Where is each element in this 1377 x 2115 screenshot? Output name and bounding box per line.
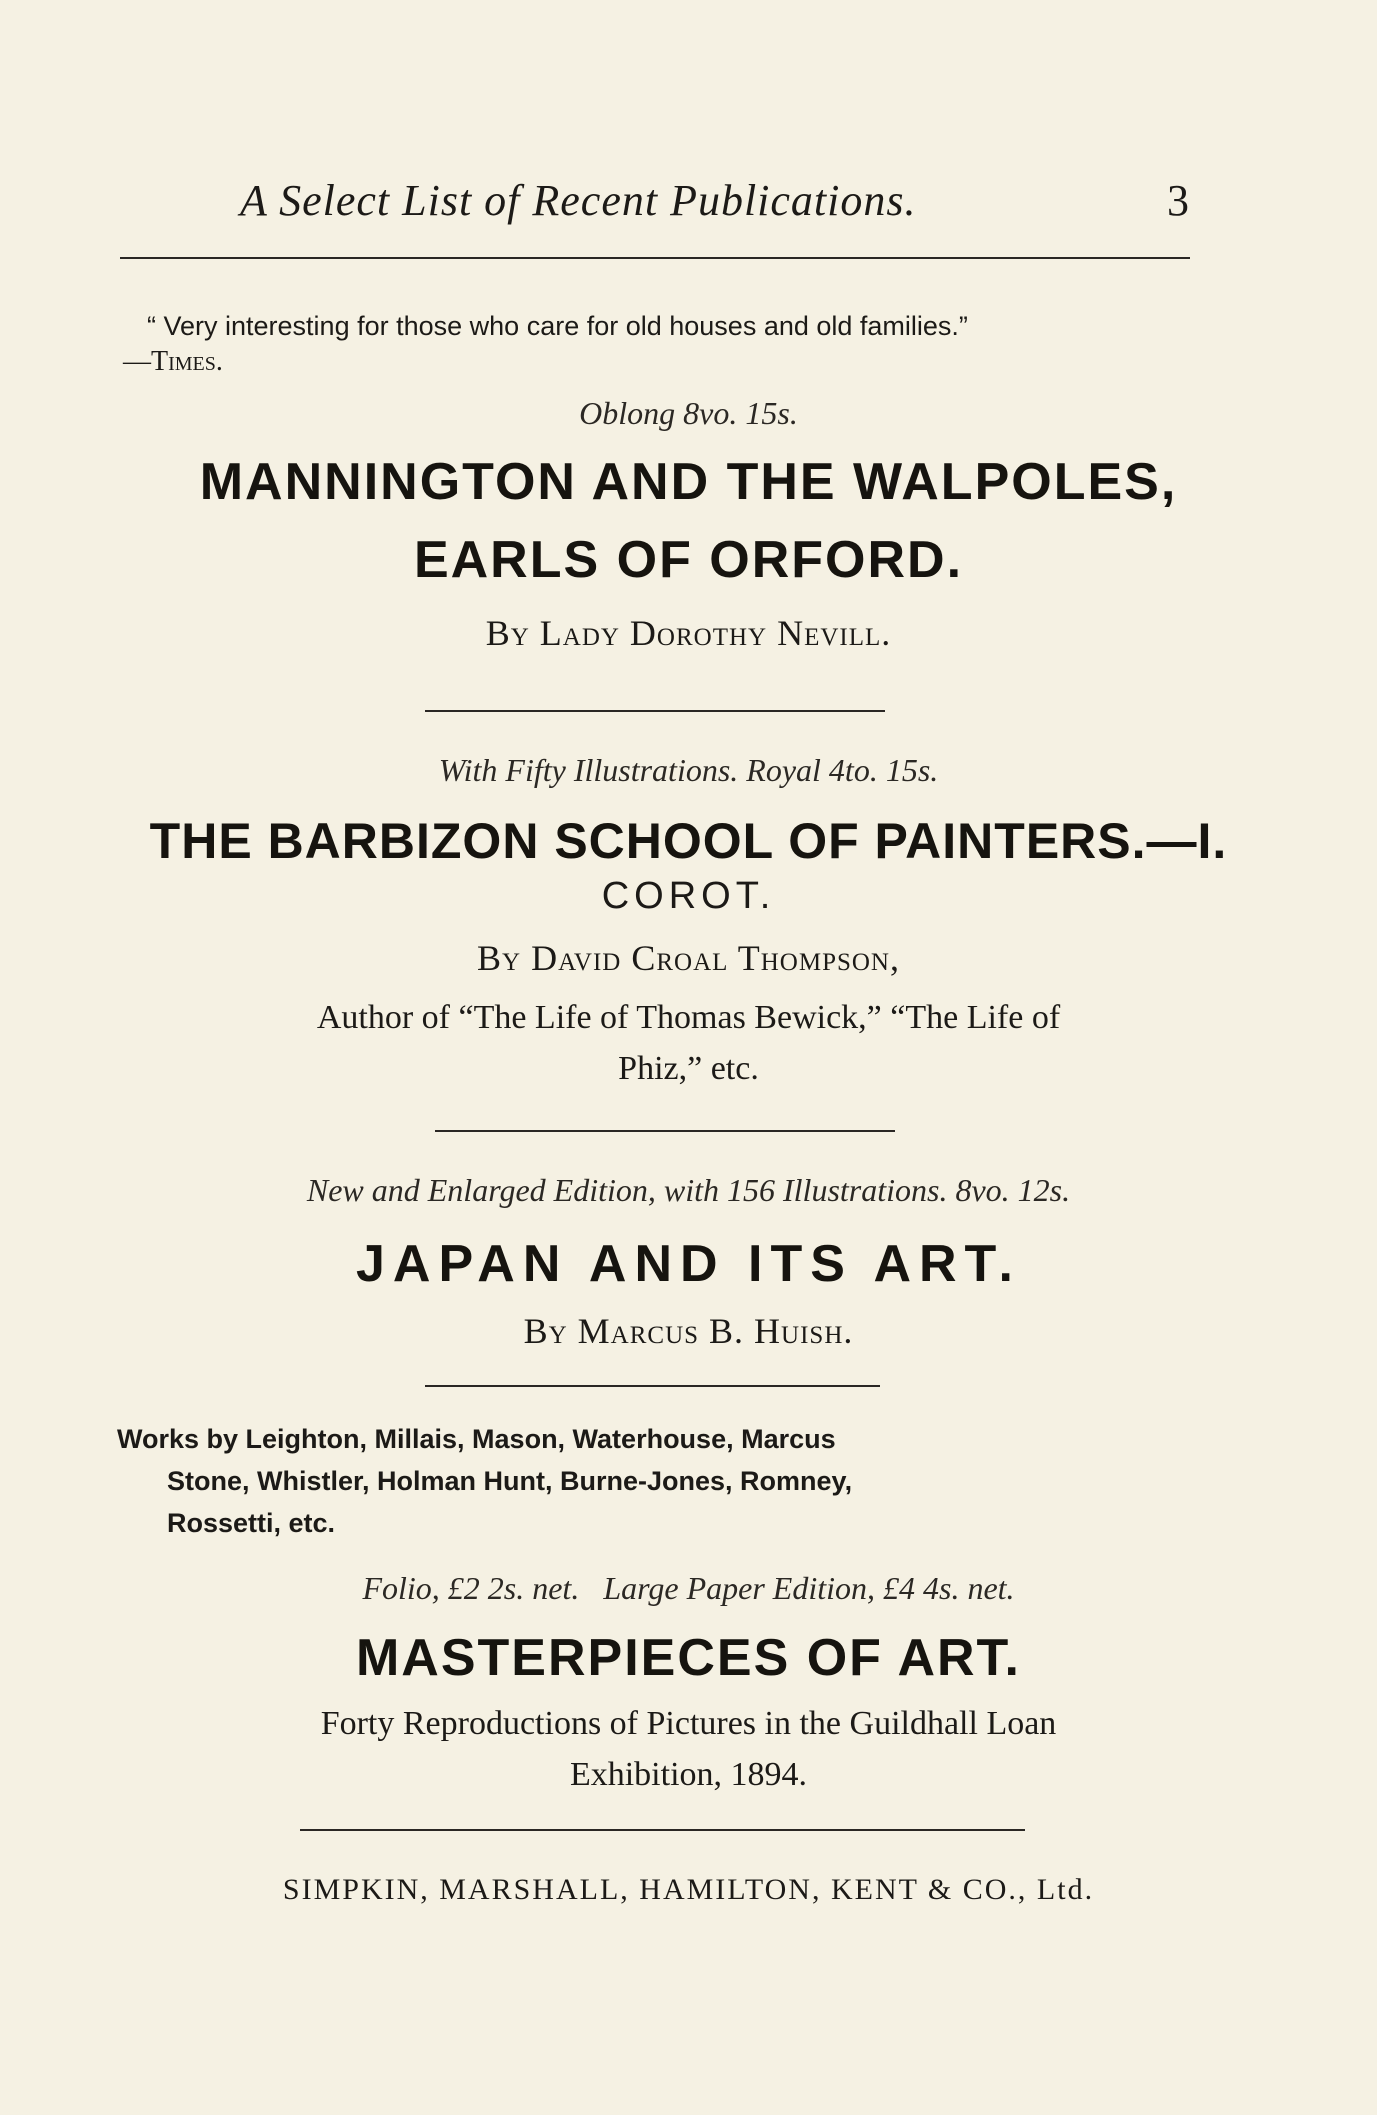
running-head-title: A Select List of Recent Publications.: [240, 176, 917, 225]
entry-4-title: MASTERPIECES OF ART.: [355, 1629, 1021, 1687]
running-head: [240, 175, 1190, 235]
works-line-1: Works by Leighton, Millais, Mason, Waterhouse, Marcus: [117, 1424, 836, 1454]
review-quote: [123, 308, 1203, 380]
entry-1-title-line-1: MANNINGTON AND THE WALPOLES,: [199, 453, 1178, 511]
publisher-imprint: SIMPKIN, MARSHALL, HAMILTON, KENT & CO., Ltd.: [282, 1873, 1095, 1906]
entry-2-subtitle: COROT.: [601, 875, 776, 917]
entry-1-title-line-2: EARLS OF ORFORD.: [413, 531, 964, 589]
divider-2: [435, 1130, 895, 1132]
entry-4-desc-line-1: Forty Reproductions of Pictures in the Guildhall Loan: [320, 1705, 1057, 1742]
entry-4-edition: Folio, £2 2s. net. Large Paper Edition, £4 4s. net.: [362, 1570, 1015, 1606]
entry-2-edition: With Fifty Illustrations. Royal 4to. 15s.: [438, 752, 939, 788]
divider-3: [425, 1385, 880, 1387]
works-line-3: Rossetti, etc.: [167, 1508, 336, 1538]
entry-4-works: [117, 1418, 1197, 1544]
divider-1: [425, 710, 885, 712]
divider-4: [300, 1829, 1025, 1831]
page-number: 3: [1167, 176, 1190, 225]
entry-2-title: THE BARBIZON SCHOOL OF PAINTERS.—I.: [149, 813, 1228, 869]
entry-1-author: By Lady Dorothy Nevill.: [485, 613, 892, 653]
header-rule: [120, 257, 1190, 259]
works-line-2: Stone, Whistler, Holman Hunt, Burne-Jones, Romney,: [167, 1466, 853, 1496]
entry-3-edition: New and Enlarged Edition, with 156 Illustrations. 8vo. 12s.: [306, 1172, 1071, 1208]
entry-4-desc-line-2: Exhibition, 1894.: [569, 1756, 808, 1793]
quote-source: —Times.: [123, 346, 223, 377]
entry-3-author: By Marcus B. Huish.: [523, 1311, 854, 1351]
entry-3-title: JAPAN AND ITS ART.: [356, 1235, 1021, 1293]
entry-1-edition: Oblong 8vo. 15s.: [579, 395, 798, 431]
entry-2-author: By David Croal Thompson,: [477, 938, 900, 978]
quote-text: “ Very interesting for those who care for old houses and old families.”: [147, 311, 968, 341]
entry-2-author-note-line-1: Author of “The Life of Thomas Bewick,” “The Life of: [316, 999, 1061, 1036]
entry-2-author-note-line-2: Phiz,” etc.: [618, 1050, 759, 1087]
